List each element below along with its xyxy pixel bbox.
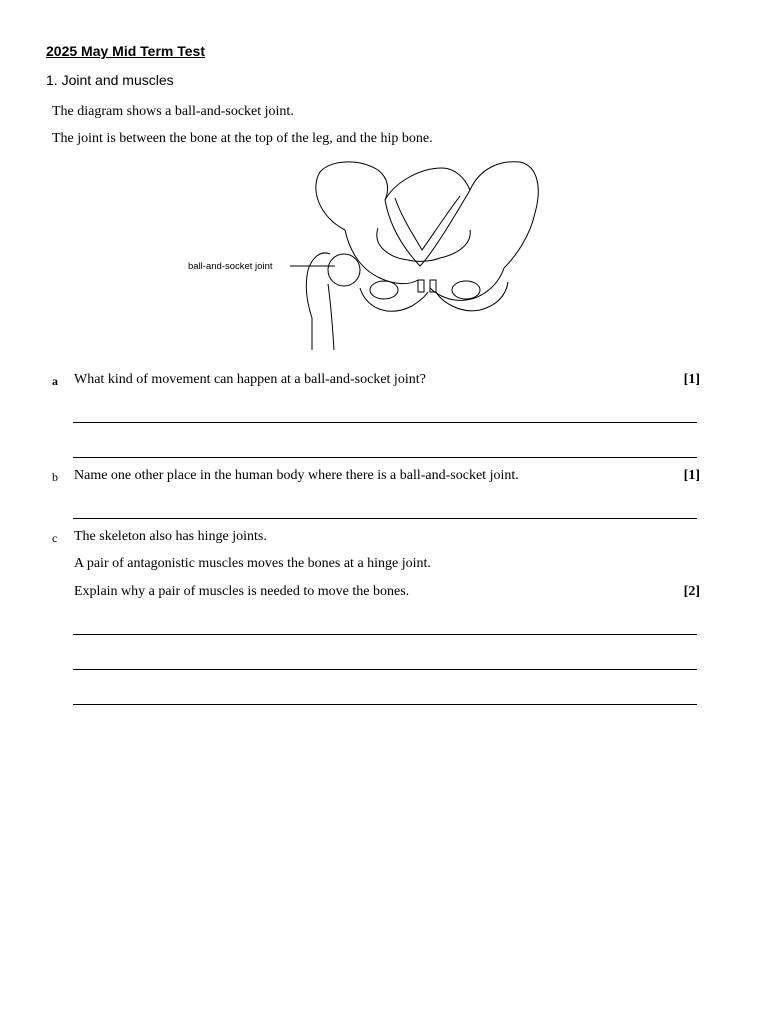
question-c-text-3: Explain why a pair of muscles is needed to move the bones. <box>74 584 410 599</box>
answer-line-a-2[interactable] <box>73 457 697 458</box>
intro-line-2: The joint is between the bone at the top of the leg, and the hip bone. <box>52 131 433 146</box>
section-heading: 1. Joint and muscles <box>46 72 174 88</box>
question-c-marks: [2] <box>683 584 700 599</box>
answer-line-c-3[interactable] <box>73 704 697 705</box>
question-c-text-2: A pair of antagonistic muscles moves the bones at a hinge joint. <box>74 556 431 571</box>
question-c-letter: c <box>52 531 58 545</box>
question-b-text: Name one other place in the human body where there is a ball-and-socket joint. <box>74 468 519 483</box>
question-b-marks: [1] <box>683 468 700 483</box>
question-a-text: What kind of movement can happen at a ball-and-socket joint? <box>74 372 426 387</box>
question-a-letter: a <box>52 374 58 388</box>
intro-line-1: The diagram shows a ball-and-socket joint. <box>52 104 294 119</box>
test-title: 2025 May Mid Term Test <box>46 43 205 59</box>
question-c-text-1: The skeleton also has hinge joints. <box>74 529 267 544</box>
question-b-letter: b <box>52 470 58 484</box>
hip-joint-diagram <box>180 158 550 350</box>
pelvis-illustration <box>180 158 550 350</box>
diagram-label: ball-and-socket joint <box>188 261 273 272</box>
answer-line-b-1[interactable] <box>73 518 697 519</box>
answer-line-a-1[interactable] <box>73 422 697 423</box>
answer-line-c-2[interactable] <box>73 669 697 670</box>
answer-line-c-1[interactable] <box>73 634 697 635</box>
question-a-marks: [1] <box>683 372 700 387</box>
